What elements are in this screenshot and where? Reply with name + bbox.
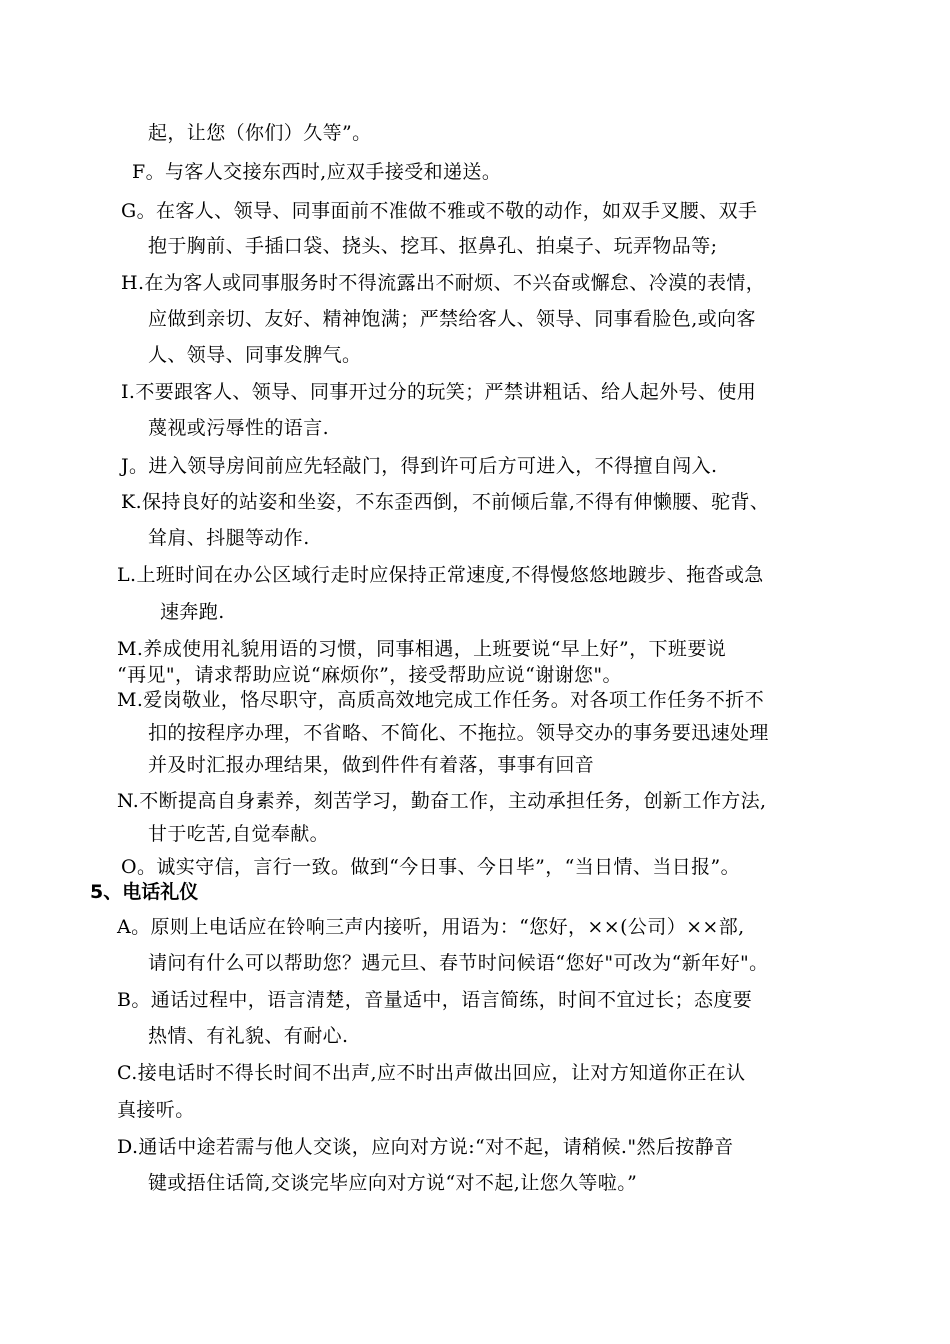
paragraph-line: M.养成使用礼貌用语的习惯，同事相遇，上班要说“早上好”，下班要说 [117,638,727,660]
paragraph-line: 人、领导、同事发脾气。 [148,344,362,366]
paragraph-line: 蔑视或污辱性的语言. [148,417,330,439]
paragraph-line: B。通话过程中，语言清楚，音量适中，语言简练，时间不宜过长；态度要 [117,989,753,1011]
paragraph-line: D.通话中途若需与他人交谈，应向对方说:“对不起，请稍候."然后按静音 [117,1136,734,1158]
paragraph-line: 甘于吃苦,自觉奉献。 [148,823,330,845]
paragraph-line: J。进入领导房间前应先轻敲门，得到许可后方可进入，不得擅自闯入. [121,455,718,477]
paragraph-line: 耸肩、抖腿等动作. [148,527,310,549]
paragraph-line: 真接听。 [117,1099,195,1121]
paragraph-line: “再见"，请求帮助应说“麻烦你”，接受帮助应说“谢谢您"。 [117,664,622,686]
paragraph-line: H.在为客人或同事服务时不得流露出不耐烦、不兴奋或懈怠、冷漠的表情， [121,272,766,294]
paragraph-line: 键或捂住话筒,交谈完毕应向对方说“对不起,让您久等啦。” [148,1172,638,1194]
paragraph-line: 速奔跑. [160,601,225,623]
paragraph-line: 应做到亲切、友好、精神饱满；严禁给客人、领导、同事看脸色,或向客 [148,308,756,330]
paragraph-line: 并及时汇报办理结果，做到件件有着落，事事有回音 [148,754,595,776]
paragraph-line: 起，让您（你们）久等”。 [148,122,372,144]
paragraph-line: 扣的按程序办理，不省略、不简化、不拖拉。领导交办的事务要迅速处理 [148,722,769,744]
paragraph-line: M.爱岗敬业，恪尽职守，高质高效地完成工作任务。对各项工作任务不折不 [117,689,765,711]
section-heading: 5、电话礼仪 [90,881,199,903]
paragraph-line: 请问有什么可以帮助您？遇元旦、春节时问候语“您好"可改为“新年好"。 [148,952,769,974]
paragraph-line: L.上班时间在办公区域行走时应保持正常速度,不得慢悠悠地踱步、拖沓或急 [117,564,764,586]
paragraph-line: F。与客人交接东西时,应双手接受和递送。 [132,161,502,183]
paragraph-line: A。原则上电话应在铃响三声内接听，用语为：“您好，××(公司）××部, [117,916,745,938]
paragraph-line: 抱于胸前、手插口袋、挠头、挖耳、抠鼻孔、拍桌子、玩弄物品等; [148,235,718,257]
paragraph-line: I.不要跟客人、领导、同事开过分的玩笑；严禁讲粗话、给人起外号、使用 [121,381,757,403]
paragraph-line: N.不断提高自身素养，刻苦学习，勤奋工作，主动承担任务，创新工作方法, [117,790,767,812]
paragraph-line: G。在客人、领导、同事面前不准做不雅或不敬的动作，如双手叉腰、双手 [121,200,758,222]
paragraph-line: C.接电话时不得长时间不出声,应不时出声做出回应，让对方知道你正在认 [117,1062,746,1084]
paragraph-line: O。诚实守信，言行一致。做到“今日事、今日毕”，“当日情、当日报”。 [121,856,741,878]
paragraph-line: K.保持良好的站姿和坐姿，不东歪西倒，不前倾后靠,不得有伸懒腰、驼背、 [121,491,770,513]
paragraph-line: 热情、有礼貌、有耐心. [148,1025,349,1047]
